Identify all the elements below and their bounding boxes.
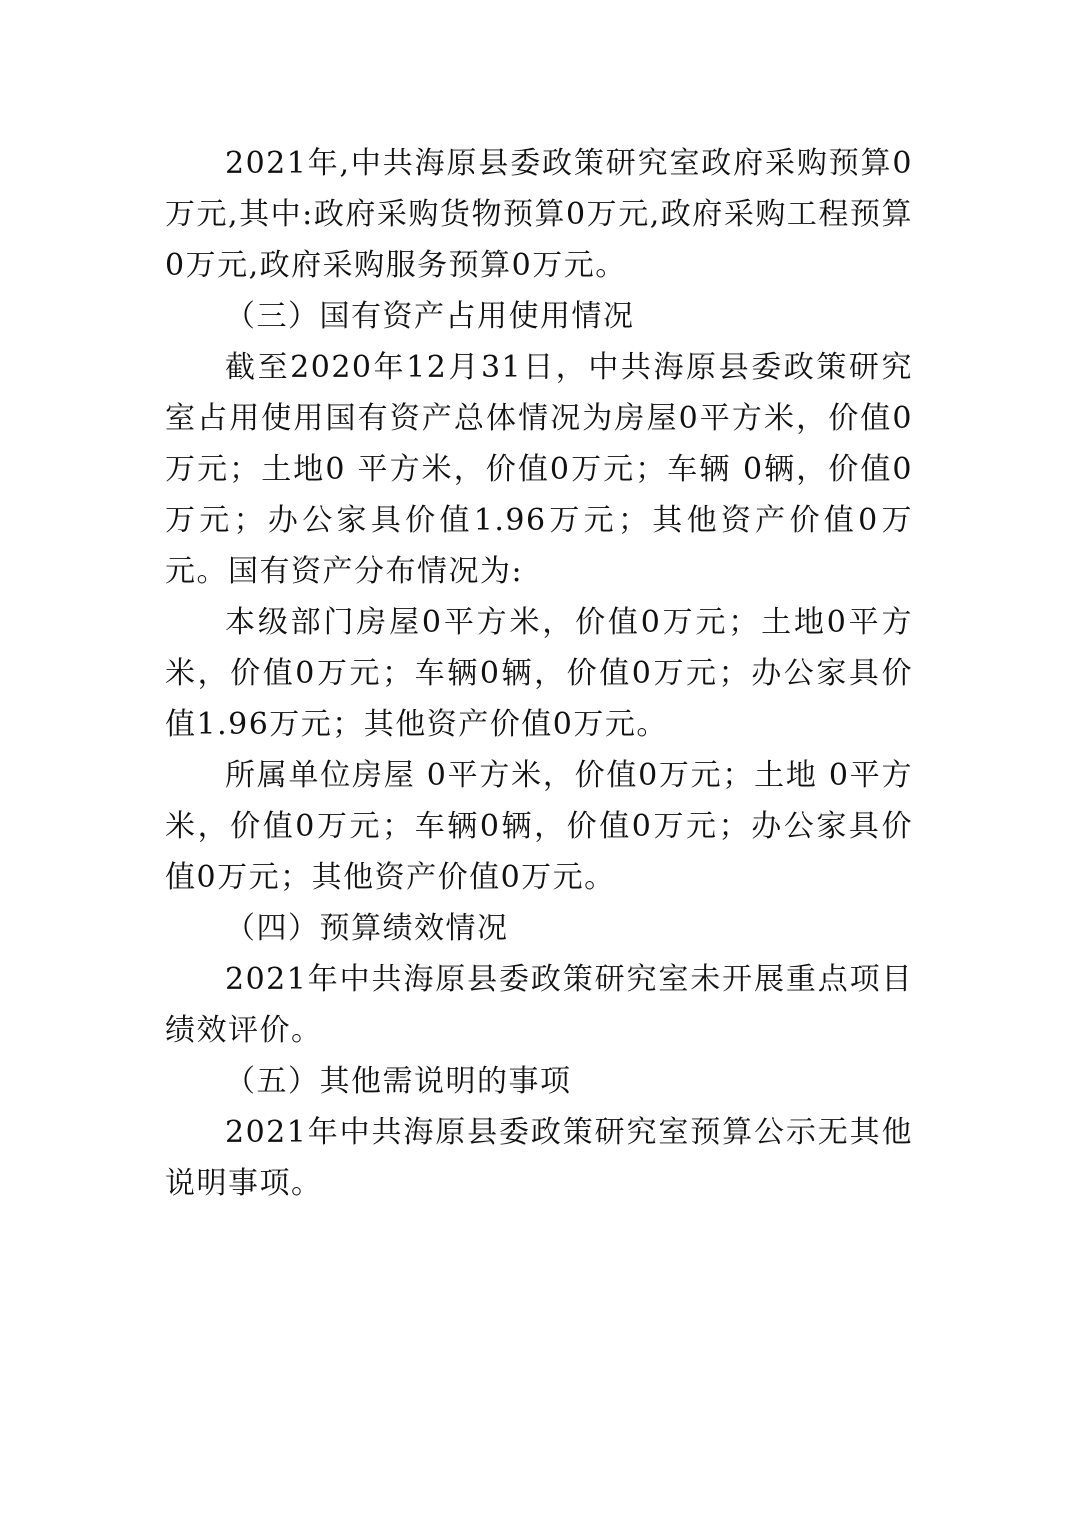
section-heading-other-matters: （五）其他需说明的事项 — [225, 1064, 572, 1099]
paragraph-assets-overall: 截至2020年12月31日，中共海原县委政策研究室占用使用国有资产总体情况为房屋0平方米，价值0万元；土地0 平方米，价值0万元；车辆 0辆，价值0万元；办公家具价值1.96万元；其他资产价值0万元。国有资产分布情况为: — [165, 350, 913, 589]
document-body — [165, 138, 913, 1209]
paragraph-procurement-budget: 2021年,中共海原县委政策研究室政府采购预算0万元,其中:政府采购货物预算0万元,政府采购工程预算 0万元,政府采购服务预算0万元。 — [165, 146, 913, 283]
paragraph-assets-affiliated-units: 所属单位房屋 0平方米，价值0万元；土地 0平方米，价值0万元；车辆0辆，价值0万元；办公家具价值0万元；其他资产价值0万元。 — [165, 758, 913, 895]
paragraph-assets-department: 本级部门房屋0平方米，价值0万元；土地0平方米，价值0万元；车辆0辆，价值0万元；办公家具价值1.96万元；其他资产价值0万元。 — [165, 605, 913, 742]
paragraph-performance: 2021年中共海原县委政策研究室未开展重点项目绩效评价。 — [165, 962, 913, 1048]
section-heading-performance: （四）预算绩效情况 — [225, 911, 509, 946]
section-heading-state-assets: （三）国有资产占用使用情况 — [225, 299, 635, 334]
paragraph-other-matters: 2021年中共海原县委政策研究室预算公示无其他说明事项。 — [165, 1115, 913, 1201]
